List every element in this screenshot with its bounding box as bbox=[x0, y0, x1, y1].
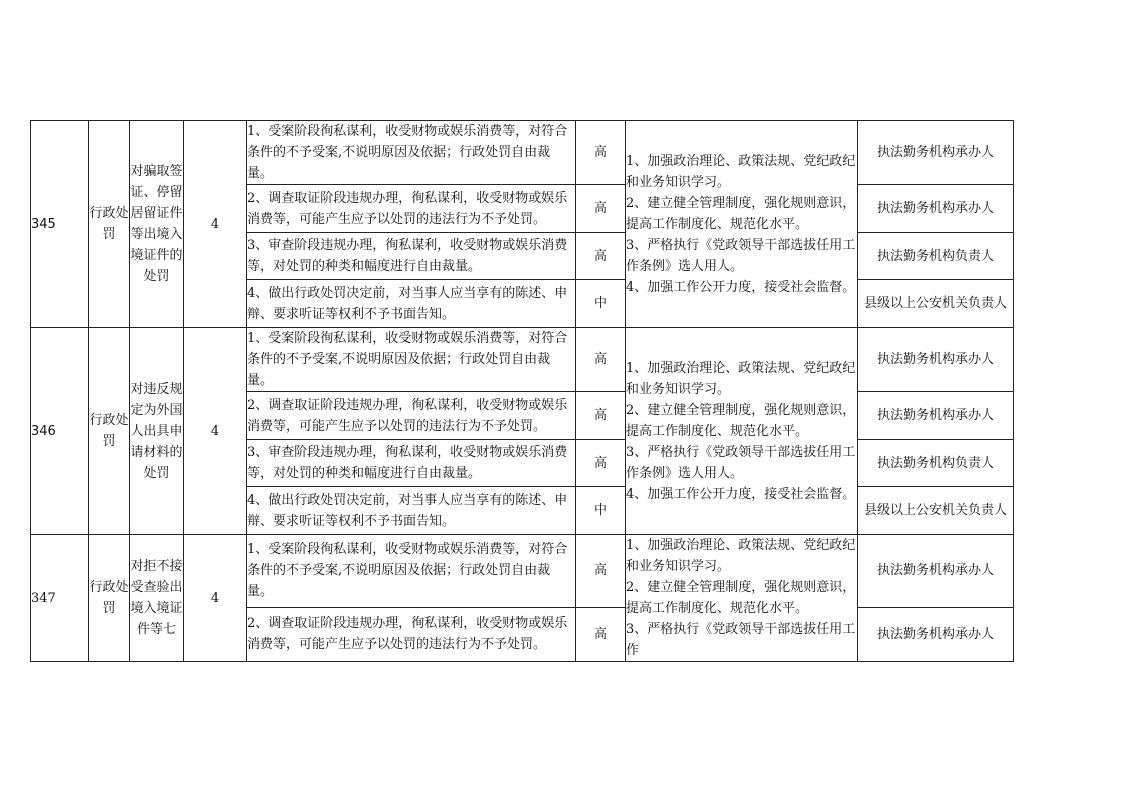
responsible-person: 执法勤务机构承办人 bbox=[858, 185, 1014, 233]
measure-item: 1、加强政治理论、政策法规、党纪政纪和业务知识学习。 bbox=[626, 360, 856, 397]
risk-level: 中 bbox=[576, 280, 626, 328]
item-name: 对骗取签证、停留居留证件等出境入境证件的处罚 bbox=[130, 121, 184, 328]
item-type: 行政处罚 bbox=[89, 535, 130, 662]
risk-description: 4、做出行政处罚决定前，对当事人应当享有的陈述、申辩、要求听证等权利不予书面告知。 bbox=[247, 487, 576, 535]
item-number: 346 bbox=[31, 328, 89, 535]
risk-description: 1、受案阶段徇私谋利，收受财物或娱乐消费等，对符合条件的不予受案,不说明原因及依据；行政处罚自由裁量。 bbox=[247, 535, 576, 608]
risk-level: 高 bbox=[576, 185, 626, 233]
risk-level: 高 bbox=[576, 535, 626, 608]
risk-description: 2、调查取证阶段违规办理，徇私谋利，收受财物或娱乐消费等，可能产生应予以处罚的违法行为不予处罚。 bbox=[247, 392, 576, 440]
responsible-person: 执法勤务机构负责人 bbox=[858, 440, 1014, 487]
risk-description: 3、审查阶段违规办理，徇私谋利，收受财物或娱乐消费等，对处罚的种类和幅度进行自由裁量。 bbox=[247, 233, 576, 280]
measure-item: 3、严格执行《党政领导干部选拔任用工作条例》选人用人。 bbox=[626, 237, 856, 274]
item-name: 对违反规定为外国人出具申请材料的处罚 bbox=[130, 328, 184, 535]
risk-level: 高 bbox=[576, 121, 626, 185]
item-type: 行政处罚 bbox=[89, 328, 130, 535]
prevention-measures bbox=[626, 121, 858, 328]
risk-level: 高 bbox=[576, 440, 626, 487]
risk-level: 高 bbox=[576, 392, 626, 440]
responsible-person: 执法勤务机构承办人 bbox=[858, 535, 1014, 608]
measure-item: 2、建立健全管理制度，强化规则意识，提高工作制度化、规范化水平。 bbox=[626, 580, 856, 616]
table-row bbox=[31, 121, 1014, 185]
risk-description: 3、审查阶段违规办理，徇私谋利，收受财物或娱乐消费等，对处罚的种类和幅度进行自由裁量。 bbox=[247, 440, 576, 487]
risk-count: 4 bbox=[184, 121, 247, 328]
item-number: 345 bbox=[31, 121, 89, 328]
risk-level: 高 bbox=[576, 233, 626, 280]
responsible-person: 执法勤务机构承办人 bbox=[858, 607, 1014, 661]
risk-description: 4、做出行政处罚决定前，对当事人应当享有的陈述、申辩、要求听证等权利不予书面告知。 bbox=[247, 280, 576, 328]
responsible-person: 执法勤务机构承办人 bbox=[858, 392, 1014, 440]
risk-level: 高 bbox=[576, 607, 626, 661]
risk-description: 2、调查取证阶段违规办理，徇私谋利，收受财物或娱乐消费等，可能产生应予以处罚的违法行为不予处罚。 bbox=[247, 607, 576, 661]
risk-description: 2、调查取证阶段违规办理，徇私谋利，收受财物或娱乐消费等，可能产生应予以处罚的违法行为不予处罚。 bbox=[247, 185, 576, 233]
measure-item: 2、建立健全管理制度，强化规则意识，提高工作制度化、规范化水平。 bbox=[626, 195, 856, 232]
responsible-person: 县级以上公安机关负责人 bbox=[858, 487, 1014, 535]
item-type: 行政处罚 bbox=[89, 121, 130, 328]
risk-level: 中 bbox=[576, 487, 626, 535]
responsible-person: 执法勤务机构承办人 bbox=[858, 328, 1014, 392]
measure-item: 1、加强政治理论、政策法规、党纪政纪和业务知识学习。 bbox=[626, 538, 856, 574]
risk-table bbox=[30, 120, 1014, 662]
risk-level: 高 bbox=[576, 328, 626, 392]
measure-item: 4、加强工作公开力度，接受社会监督。 bbox=[626, 279, 856, 295]
table-row bbox=[31, 535, 1014, 608]
responsible-person: 县级以上公安机关负责人 bbox=[858, 280, 1014, 328]
prevention-measures bbox=[626, 328, 858, 535]
risk-description: 1、受案阶段徇私谋利，收受财物或娱乐消费等，对符合条件的不予受案,不说明原因及依据；行政处罚自由裁量。 bbox=[247, 328, 576, 392]
responsible-person: 执法勤务机构负责人 bbox=[858, 233, 1014, 280]
risk-description: 1、受案阶段徇私谋利，收受财物或娱乐消费等，对符合条件的不予受案,不说明原因及依据；行政处罚自由裁量。 bbox=[247, 121, 576, 185]
measure-item: 4、加强工作公开力度，接受社会监督。 bbox=[626, 486, 856, 502]
risk-count: 4 bbox=[184, 328, 247, 535]
measure-item: 3、严格执行《党政领导干部选拔任用工作 bbox=[626, 622, 856, 658]
item-name: 对拒不接受查验出境入境证件等七 bbox=[130, 535, 184, 662]
item-number: 347 bbox=[31, 535, 89, 662]
measure-item: 3、严格执行《党政领导干部选拔任用工作条例》选人用人。 bbox=[626, 444, 856, 481]
measure-item: 1、加强政治理论、政策法规、党纪政纪和业务知识学习。 bbox=[626, 153, 856, 190]
responsible-person: 执法勤务机构承办人 bbox=[858, 121, 1014, 185]
prevention-measures bbox=[626, 535, 858, 662]
table-row bbox=[31, 328, 1014, 392]
risk-count: 4 bbox=[184, 535, 247, 662]
measure-item: 2、建立健全管理制度，强化规则意识，提高工作制度化、规范化水平。 bbox=[626, 402, 856, 439]
